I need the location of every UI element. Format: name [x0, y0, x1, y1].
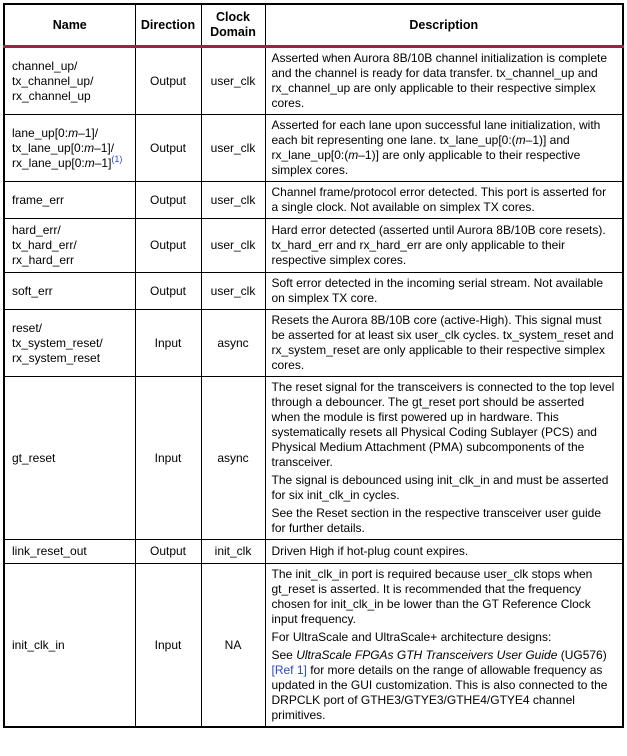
text-segment: hard_err/: [12, 223, 61, 237]
signal-name-line: [12, 284, 131, 299]
text-segment: –1]: [94, 155, 112, 170]
italic-text: m: [68, 125, 79, 140]
signal-name-line: [12, 351, 131, 366]
description-cell: [265, 47, 623, 115]
description-cell: [265, 182, 623, 219]
text-segment: channel_up/: [12, 58, 78, 73]
clock-domain-cell: user_clk: [201, 182, 265, 219]
text-segment: Hard error detected (asserted until Aurora 8B/10B core resets). tx_hard_err and rx_hard_err are only applicable to their respective simplex cores.: [271, 223, 606, 267]
header-clock-domain: Clock Domain: [201, 4, 265, 47]
italic-text: m: [515, 133, 526, 147]
direction-cell: Output: [135, 115, 201, 182]
text-segment: –1]/: [78, 125, 99, 140]
table-row: [4, 47, 623, 115]
table-row: [4, 310, 623, 377]
signal-name-line: [12, 238, 131, 253]
description-cell: [265, 219, 623, 273]
table-row: [4, 540, 623, 564]
description-paragraph: [272, 648, 617, 723]
text-segment: Channel frame/protocol error detected. This port is asserted for a single clock. Not available on simplex TX cores.: [271, 185, 607, 214]
text-segment: (UG576): [557, 648, 607, 662]
description-cell: [265, 273, 623, 310]
table-row: [4, 564, 623, 728]
table-header: [4, 4, 623, 47]
header-row: [4, 4, 623, 47]
text-segment: Asserted when Aurora 8B/10B channel initialization is complete and the channel is ready for data transfer. tx_channel_up and rx_channel_up are only applicable to their respective simplex cores.: [271, 51, 608, 110]
direction-cell: Output: [135, 540, 201, 564]
description-paragraph: [272, 506, 617, 536]
clock-domain-cell: user_clk: [201, 47, 265, 115]
table-body: [4, 47, 623, 728]
text-segment: rx_lane_up[0:: [12, 155, 85, 170]
text-segment: tx_channel_up/: [12, 73, 94, 88]
port-description-table: [3, 3, 624, 728]
signal-name-line: [12, 89, 131, 104]
signal-name-cell: [4, 377, 135, 540]
signal-name-cell: [4, 540, 135, 564]
direction-cell: Input: [135, 377, 201, 540]
text-segment: Driven High if hot-plug count expires.: [271, 544, 469, 558]
description-paragraph: [272, 51, 617, 111]
text-segment: rx_hard_err: [12, 253, 75, 267]
signal-name-cell: [4, 310, 135, 377]
clock-domain-cell: user_clk: [201, 219, 265, 273]
signal-name-cell: [4, 182, 135, 219]
signal-name-line: [12, 153, 131, 171]
description-paragraph: [272, 276, 617, 306]
clock-domain-cell: user_clk: [201, 115, 265, 182]
description-paragraph: [272, 473, 617, 503]
text-segment: rx_system_reset: [12, 350, 101, 365]
text-segment: –1)] are only applicable to their respective simplex cores.: [271, 148, 581, 177]
text-segment: See: [271, 648, 297, 662]
text-segment: –1]/: [94, 140, 115, 155]
italic-text: m: [348, 148, 359, 162]
signal-name-line: [12, 336, 131, 351]
direction-cell: Output: [135, 219, 201, 273]
text-segment: for more details on the range of allowable frequency as updated in the GUI customization. This is also connected to the DRPCLK port of GTHE3/GTYE3/GTHE4/GTYE4 channel primitives.: [271, 663, 608, 722]
description-paragraph: [272, 567, 617, 627]
description-cell: [265, 564, 623, 728]
description-cell: [265, 540, 623, 564]
description-paragraph: [272, 380, 617, 470]
text-segment: rx_channel_up: [12, 88, 91, 103]
table-row: [4, 377, 623, 540]
signal-name-line: [12, 321, 131, 336]
signal-name-line: [12, 451, 131, 466]
clock-domain-cell: async: [201, 310, 265, 377]
table-row: [4, 273, 623, 310]
ref-link[interactable]: [Ref 1]: [271, 663, 307, 677]
signal-name-line: [12, 59, 131, 74]
text-segment: Resets the Aurora 8B/10B core (active-High). This signal must be asserted for at least six user_clk cycles. tx_system_reset and rx_system_reset are only applicable to their respective simplex cores.: [271, 313, 614, 372]
description-paragraph: [272, 223, 617, 268]
signal-name-line: [12, 544, 131, 559]
text-segment: tx_lane_up[0:: [12, 140, 85, 155]
italic-text: m: [84, 155, 95, 170]
signal-name-cell: [4, 219, 135, 273]
direction-cell: Output: [135, 182, 201, 219]
text-segment: The signal is debounced using init_clk_in and must be asserted for six init_clk_in cycles.: [271, 473, 609, 502]
description-paragraph: [272, 313, 617, 373]
signal-name-line: [12, 253, 131, 268]
clock-domain-cell: user_clk: [201, 273, 265, 310]
text-segment: reset/: [12, 320, 43, 335]
text-segment: The reset signal for the transceivers is connected to the top level through a debouncer. The gt_reset port should be asserted when the module is first powered up in hardware. This systematically resets all Physical Coding Sublayer (PCS) and Physical Medium Attachment (PMA) subcomponents of the transceiver.: [271, 380, 615, 469]
header-name: Name: [4, 4, 135, 47]
text-segment: gt_reset: [12, 450, 56, 465]
description-cell: [265, 310, 623, 377]
direction-cell: Output: [135, 47, 201, 115]
text-segment: soft_err: [12, 283, 53, 298]
description-paragraph: [272, 630, 617, 645]
text-segment: init_clk_in: [12, 637, 65, 652]
signal-name-line: [12, 193, 131, 208]
description-paragraph: [272, 544, 617, 559]
italic-text: m: [84, 140, 95, 155]
table-row: [4, 182, 623, 219]
description-cell: [265, 115, 623, 182]
signal-name-cell: [4, 115, 135, 182]
direction-cell: Input: [135, 310, 201, 377]
text-segment: Asserted for each lane upon successful lane initialization, with each bit representing one lane. tx_lane_up[0:(: [271, 118, 601, 147]
description-paragraph: [272, 185, 617, 215]
signal-name-line: [12, 638, 131, 653]
text-segment: lane_up[0:: [12, 125, 69, 140]
table-row: [4, 219, 623, 273]
signal-name-cell: [4, 564, 135, 728]
text-segment: link_reset_out: [12, 544, 87, 558]
clock-domain-cell: async: [201, 377, 265, 540]
signal-name-cell: [4, 47, 135, 115]
signal-name-line: [12, 126, 131, 141]
table-row: [4, 115, 623, 182]
clock-domain-cell: init_clk: [201, 540, 265, 564]
description-paragraph: [272, 118, 617, 178]
direction-cell: Input: [135, 564, 201, 728]
text-segment: See the Reset section in the respective transceiver user guide for further details.: [271, 506, 602, 535]
text-segment: frame_err: [12, 192, 65, 207]
header-description: Description: [265, 4, 623, 47]
text-segment: tx_hard_err/: [12, 238, 77, 252]
text-segment: Soft error detected in the incoming serial stream. Not available on simplex TX core.: [271, 276, 603, 305]
signal-name-line: [12, 223, 131, 238]
direction-cell: Output: [135, 273, 201, 310]
text-segment: –1)] and rx_lane_up[0:(: [271, 133, 570, 162]
text-segment: The init_clk_in port is required because user_clk stops when gt_reset is asserted. It is recommended that the frequency chosen for init_clk_in be lower than the GT Reference Clock input frequency.: [271, 567, 593, 626]
signal-name-cell: [4, 273, 135, 310]
clock-domain-cell: NA: [201, 564, 265, 728]
text-segment: For UltraScale and UltraScale+ architecture designs:: [271, 630, 552, 644]
description-cell: [265, 377, 623, 540]
italic-text: UltraScale FPGAs GTH Transceivers User Guide: [296, 648, 558, 662]
text-segment: tx_system_reset/: [12, 335, 103, 350]
signal-name-line: [12, 74, 131, 89]
header-direction: Direction: [135, 4, 201, 47]
footnote-ref-link[interactable]: (1): [111, 153, 123, 164]
